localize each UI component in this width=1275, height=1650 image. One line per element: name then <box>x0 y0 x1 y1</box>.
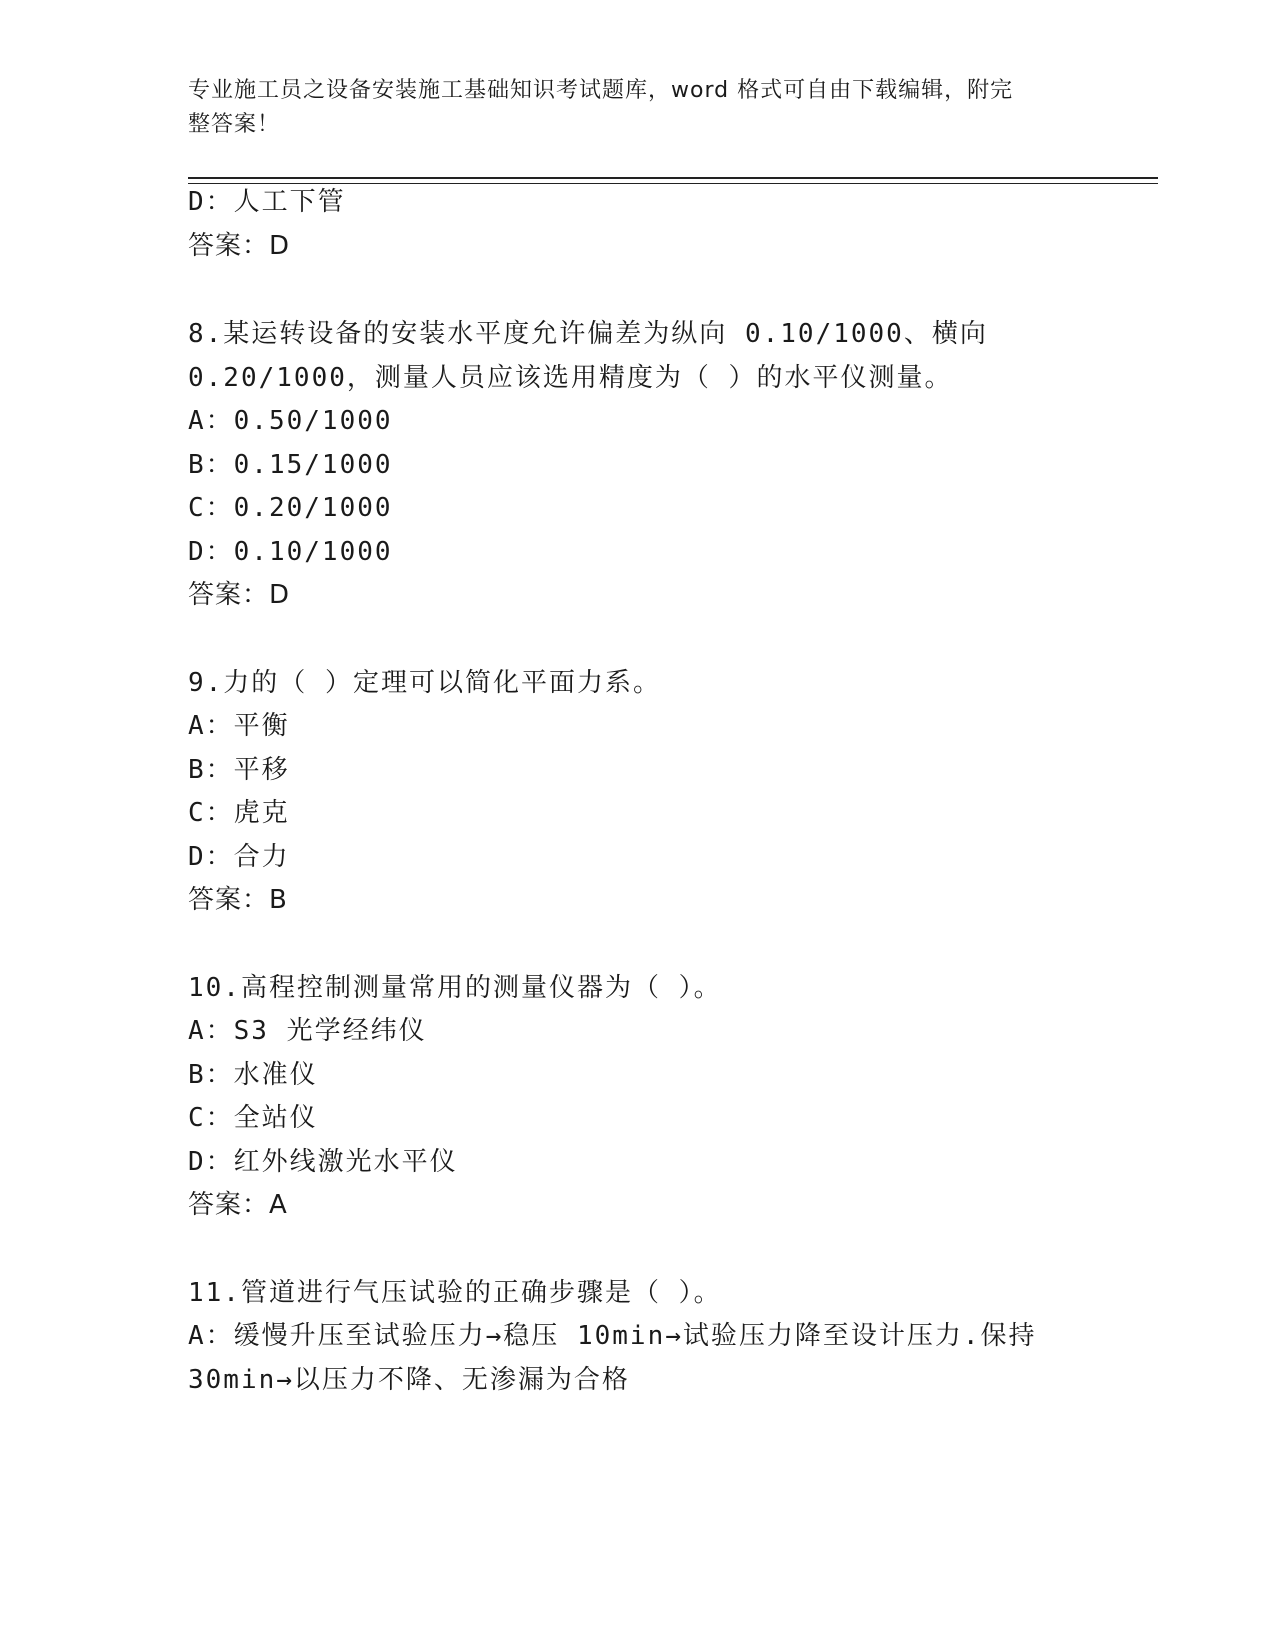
header-line-1: 专业施工员之设备安装施工基础知识考试题库，word 格式可自由下载编辑，附完 <box>188 78 1014 103</box>
q9-stem: 9.力的（ ）定理可以简化平面力系。 <box>188 668 661 698</box>
header-line-2: 整答案！ <box>188 112 281 137</box>
document-header <box>188 74 1068 142</box>
q10-option-a: A：S3 光学经纬仪 <box>188 1016 427 1046</box>
q10-option-c: C：全站仪 <box>188 1103 318 1133</box>
q8-stem-line-1: 8.某运转设备的安装水平度允许偏差为纵向 0.10/1000、横向 <box>188 319 988 349</box>
q8-option-c: C：0.20/1000 <box>188 493 393 523</box>
q10-option-d: D：红外线激光水平仪 <box>188 1147 458 1177</box>
q9-answer: 答案：B <box>188 885 288 915</box>
header-divider-thin <box>188 183 1158 184</box>
q11-stem: 11.管道进行气压试验的正确步骤是（ ）。 <box>188 1278 722 1308</box>
q8-option-d: D：0.10/1000 <box>188 537 393 567</box>
q9-option-a: A：平衡 <box>188 711 290 741</box>
q7-answer: 答案：D <box>188 231 291 261</box>
q10-stem: 10.高程控制测量常用的测量仪器为（ ）。 <box>188 973 722 1003</box>
q8-stem-line-2: 0.20/1000，测量人员应该选用精度为（ ）的水平仪测量。 <box>188 363 953 393</box>
q8-option-b: B：0.15/1000 <box>188 450 393 480</box>
q8-answer: 答案：D <box>188 580 291 610</box>
q11-option-a-line-2: 30min→以压力不降、无渗漏为合格 <box>188 1365 630 1395</box>
q8-option-a: A：0.50/1000 <box>188 406 393 436</box>
q10-answer: 答案：A <box>188 1190 288 1220</box>
q10-option-b: B：水准仪 <box>188 1060 318 1090</box>
q7-option-d: D：人工下管 <box>188 187 346 217</box>
q9-option-b: B：平移 <box>188 755 290 785</box>
q9-option-d: D：合力 <box>188 842 290 872</box>
q9-option-c: C：虎克 <box>188 798 290 828</box>
q11-option-a-line-1: A：缓慢升压至试验压力→稳压 10min→试验压力降至设计压力.保持 <box>188 1321 1037 1351</box>
header-divider-thick <box>188 177 1158 179</box>
